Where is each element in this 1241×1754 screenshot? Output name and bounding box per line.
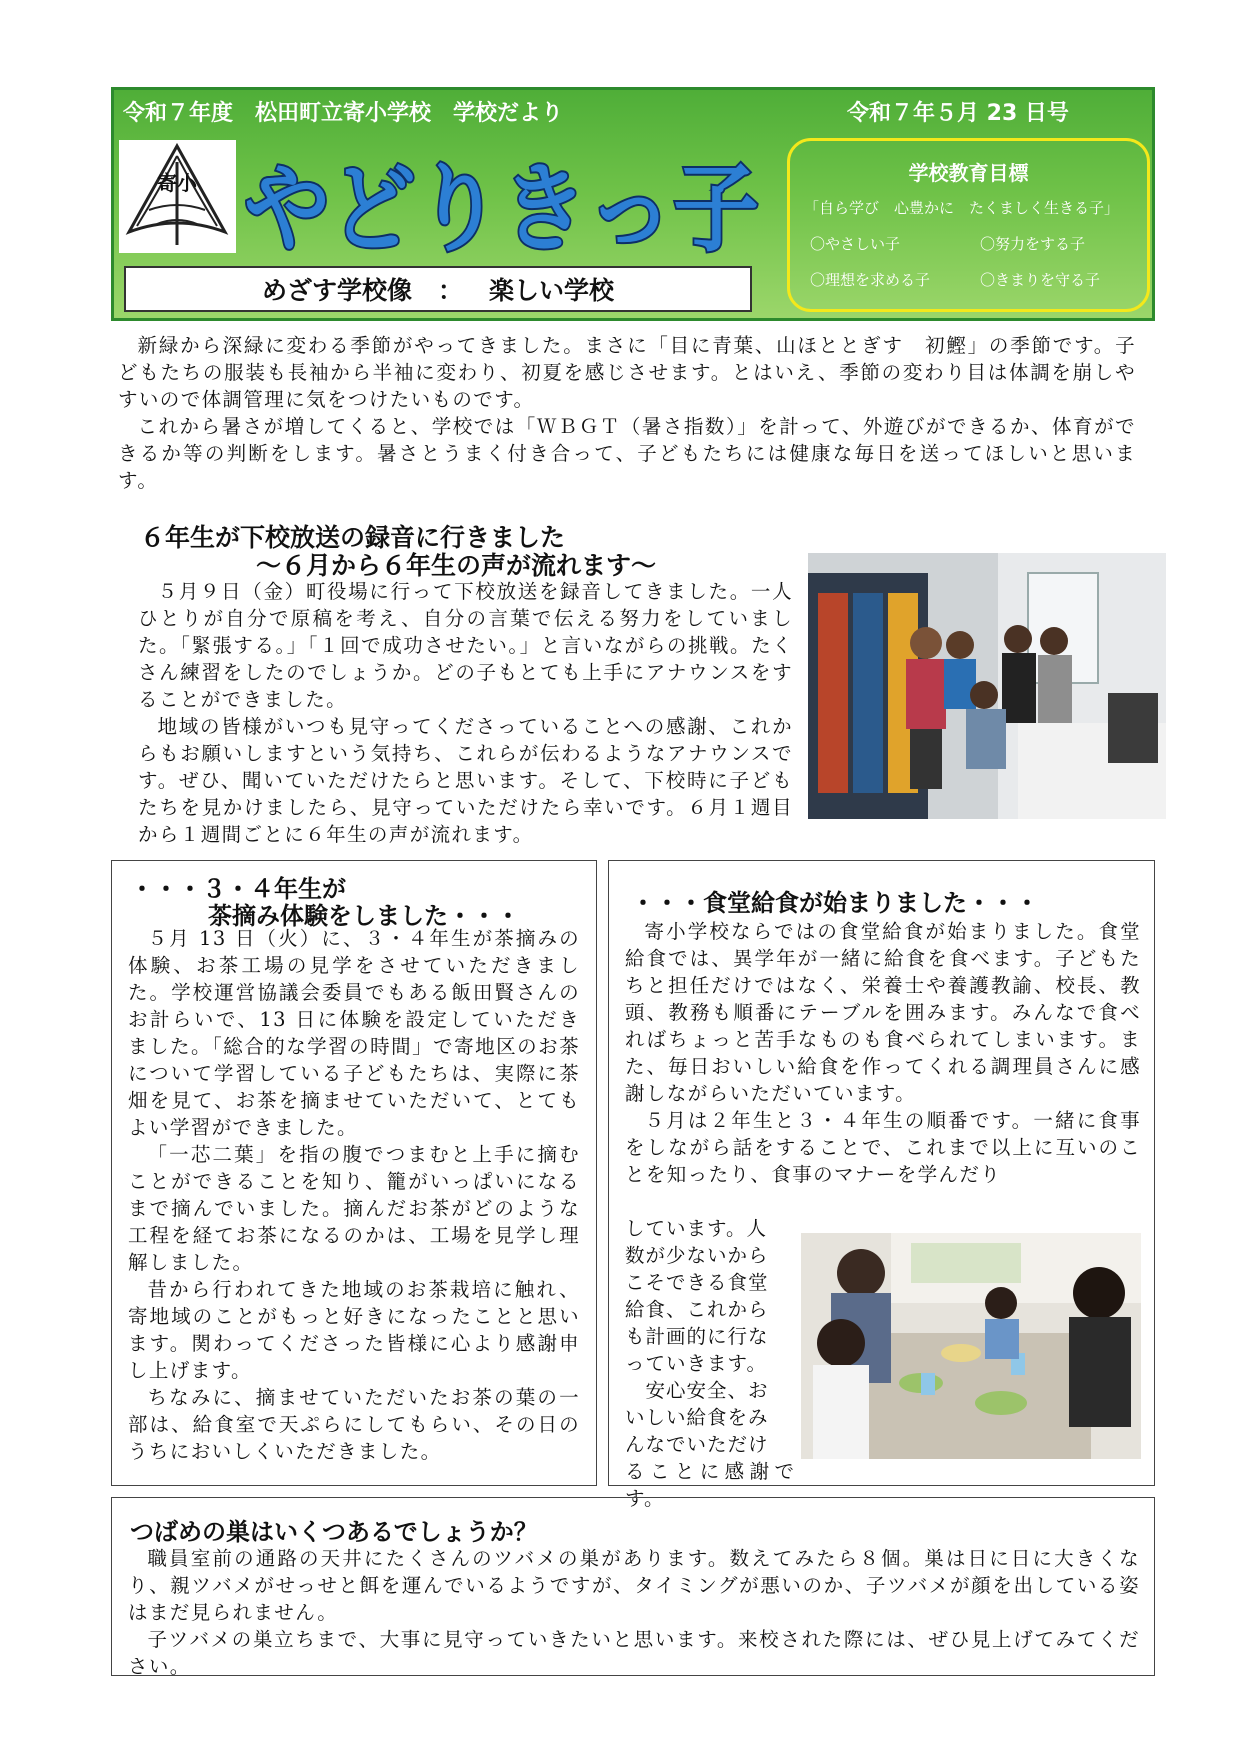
goal-item: 〇やさしい子 <box>810 235 901 253</box>
tea-title-line1: ・・・３・４年生が <box>130 875 346 903</box>
goal-item: 〇努力をする子 <box>980 235 1086 253</box>
swallow-paragraph: 職員室前の通路の天井にたくさんのツバメの巣があります。数えてみたら８個。巣は日に日に大きくなり、親ツバメがせっせと餌を運んでいるようですが、タイミングが悪いのか、子ツバメが顔を出している姿はまだ見られません。 <box>128 1547 1140 1624</box>
swallow-title: つばめの巣はいくつあるでしょうか？ <box>130 1518 538 1546</box>
motto-value: 楽しい学校 <box>489 276 615 305</box>
tea-paragraph: 昔から行われてきた地域のお茶栽培に触れ、寄地域のことがもっと好きになったことと思います。関わってくださった皆様に心より感謝申し上げます。 <box>128 1278 580 1382</box>
tea-paragraph: ちなみに、摘ませていただいたお茶の葉の一部は、給食室で天ぷらにしてもらい、その日のうちにおいしくいただきました。 <box>128 1386 580 1463</box>
swallow-paragraph: 子ツバメの巣立ちまで、大事に見守っていきたいと思います。来校された際には、ぜひ見上げてみてください。 <box>128 1628 1140 1678</box>
intro-text <box>118 332 1136 494</box>
goal-item: 〇きまりを守る子 <box>980 271 1101 289</box>
tea-article-box <box>111 860 597 1486</box>
broadcast-subtitle: ～６月から６年生の声が流れます～ <box>256 551 657 580</box>
lunch-paragraph: 寄小学校ならではの食堂給食が始まりました。食堂給食では、異学年が一緒に給食を食べます。子どもたちと担任だけではなく、栄養士や養護教諭、校長、教頭、教務も順番にテーブルを囲みます。みんなで食べればちょっと苦手なものも食べられてしまいます。また、毎日おいしい給食を作ってくれる調理員さんに感謝しながらいただいています。 <box>625 920 1141 1105</box>
broadcast-text <box>138 578 793 848</box>
education-goals-box <box>787 138 1150 312</box>
lunch-article-box <box>608 860 1155 1510</box>
emblem-text: 寄小 <box>157 171 197 195</box>
lunch-wrap-line: んなでいただけ <box>625 1433 769 1456</box>
lunch-title: ・・・食堂給食が始まりました・・・ <box>631 889 1039 917</box>
lunch-wrap-line: こそできる食堂 <box>625 1271 769 1294</box>
lunch-wrap-line: ることに感謝です。 <box>625 1460 795 1510</box>
header-banner <box>111 87 1155 321</box>
lunch-wrap-line: しています。人 <box>625 1217 767 1240</box>
goals-title: 学校教育目標 <box>908 161 1029 185</box>
tea-title-line2: 茶摘み体験をしました・・・ <box>208 902 520 930</box>
lunch-wrap-text <box>625 1215 795 1512</box>
lunch-wrap-line: 数が少ないから <box>625 1244 769 1267</box>
svg-text:やどりきっ子: やどりきっ子 <box>244 153 759 260</box>
lunch-text <box>625 918 1141 1188</box>
lunch-photo <box>801 1233 1141 1459</box>
lunch-wrap-line: 安心安全、お <box>625 1379 769 1402</box>
intro-paragraph: 新緑から深緑に変わる季節がやってきました。まさに「目に青葉、山ほととぎす 初鰹」の季節です。子どもたちの服装も長袖から半袖に変わり、初夏を感じさせます。とはいえ、季節の変わり目は体調を崩しやすいので体調管理に気をつけたいものです。 <box>118 334 1136 411</box>
intro-paragraph: これから暑さが増してくると、学校では「ＷＢＧＴ（暑さ指数）」を計って、外遊びができるか、体育ができるか等の判断をします。暑さとうまく付き合って、子どもたちには健康な毎日を送ってほしいと思います。 <box>118 415 1136 492</box>
lunch-wrap-line: も計画的に行な <box>625 1325 769 1348</box>
broadcast-title: ６年生が下校放送の録音に行きました <box>140 523 566 552</box>
goals-slogan: 「自ら学び 心豊かに たくましく生きる子」 <box>804 199 1120 217</box>
motto-separator: ： <box>437 276 463 305</box>
broadcast-paragraph: ５月９日（金）町役場に行って下校放送を録音してきました。一人ひとりが自分で原稿を考え、自分の言葉で伝える努力をしていました。「緊張する。」「１回で成功させたい。」と言いながらの挑戦。たくさん練習をしたのでしょうか。どの子もとても上手にアナウンスをすることができました。 <box>138 580 793 711</box>
broadcast-paragraph: 地域の皆様がいつも見守ってくださっていることへの感謝、これからもお願いしますという気持ち、これらが伝わるようなアナウンスです。ぜひ、聞いていただけたらと思います。そして、下校時に子どもたちを見かけましたら、見守っていただけたら幸いです。６月１週目から１週間ごとに６年生の声が流れます。 <box>138 715 793 846</box>
newsletter-title <box>244 150 764 260</box>
swallow-text <box>128 1545 1140 1680</box>
tea-text <box>128 925 580 1465</box>
tea-paragraph: ５月 13 日（火）に、３・４年生が茶摘みの体験、お茶工場の見学をさせていただきました。学校運営協議会委員でもある飯田賢さんのお計らいで、13 日に体験を設定していただきました。「総合的な学習の時間」で寄地区のお茶について学習している子どもたちは、実際に茶畑を見て、お茶を摘ませていただいて、とてもよい学習ができました。 <box>128 927 580 1139</box>
tea-paragraph: 「一芯二葉」を指の腹でつまむと上手に摘むことができることを知り、籠がいっぱいになるまで摘んでいました。摘んだお茶がどのような工程を経てお茶になるのかは、工場を見学し理解しました。 <box>128 1143 580 1274</box>
school-emblem <box>119 140 236 253</box>
swallow-article-box <box>111 1497 1155 1676</box>
lunch-paragraph: ５月は２年生と３・４年生の順番です。一緒に食事をしながら話をすることで、これまで以上に互いのことを知ったり、食事のマナーを学んだり <box>625 1109 1141 1186</box>
lunch-wrap-line: っていきます。 <box>625 1352 767 1375</box>
issue-date: 令和７年５月 23 日号 <box>847 101 1069 126</box>
motto-label: めざす学校像 <box>261 276 412 305</box>
goal-item: 〇理想を求める子 <box>810 271 931 289</box>
school-motto <box>124 266 752 312</box>
lunch-wrap-line: 給食、これから <box>625 1298 769 1321</box>
school-year-line: 令和７年度 松田町立寄小学校 学校だより <box>123 101 564 126</box>
broadcast-photo <box>808 553 1166 819</box>
lunch-wrap-line: いしい給食をみ <box>625 1406 769 1429</box>
